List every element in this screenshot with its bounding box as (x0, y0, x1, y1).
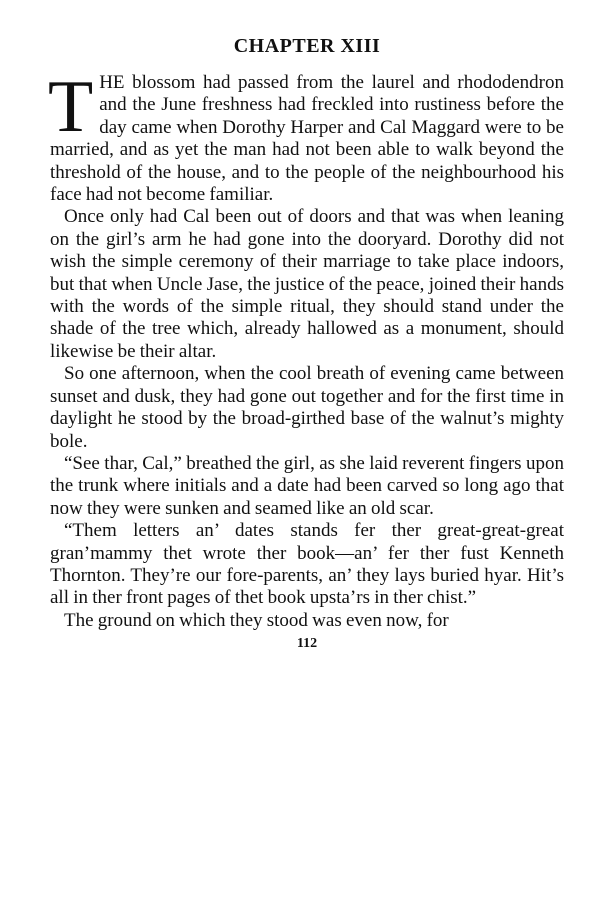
book-page (50, 34, 564, 652)
drop-cap: T (48, 66, 94, 148)
paragraph-5: “Them letters an’ dates stands fer ther great-great-great gran’mammy thet wrote ther book—an’ fer ther fust Kenneth Thornton. They’re our fore-parents, an’ they lays buried hyar. Hit’s all in ther front pages of thet book upsta’rs in ther chist.” (50, 520, 564, 609)
paragraph-3: So one afternoon, when the cool breath of evening came between sunset and dusk, they had gone out together and for the first time in daylight he stood by the broad-girthed base of the walnut’s mighty bole. (50, 363, 564, 452)
paragraph-6: The ground on which they stood was even now, for (64, 609, 449, 631)
paragraph-4: “See thar, Cal,” breathed the girl, as she laid reverent fingers upon the trunk where initials and a date had been carved so long ago that now they were sunken and seamed like an old scar. (50, 452, 564, 519)
first-word: HE (99, 72, 125, 93)
paragraph-1-text: blossom had passed from the laurel and rhododendron and the June freshness had freckled into rustiness before the day came when Dorothy Harper and Cal Maggard were to be married, and as yet the man had not been able to walk beyond the threshold of the house, and to the people of the neighbourhood his face had not become familiar. (50, 72, 564, 206)
paragraph-1 (48, 66, 564, 206)
page-number: 112 (296, 636, 318, 652)
paragraph-2: Once only had Cal been out of doors and that was when leaning on the girl’s arm he had gone into the dooryard. Dorothy did not wish the simple ceremony of their marriage to take place indoors, but that when Uncle Jase, the justice of the peace, joined their hands with the words of the simple ritual, they should stand under the shade of the tree which, already hallowed as a monument, should likewise be their altar. (50, 206, 564, 362)
chapter-title: CHAPTER XIII (233, 35, 381, 57)
